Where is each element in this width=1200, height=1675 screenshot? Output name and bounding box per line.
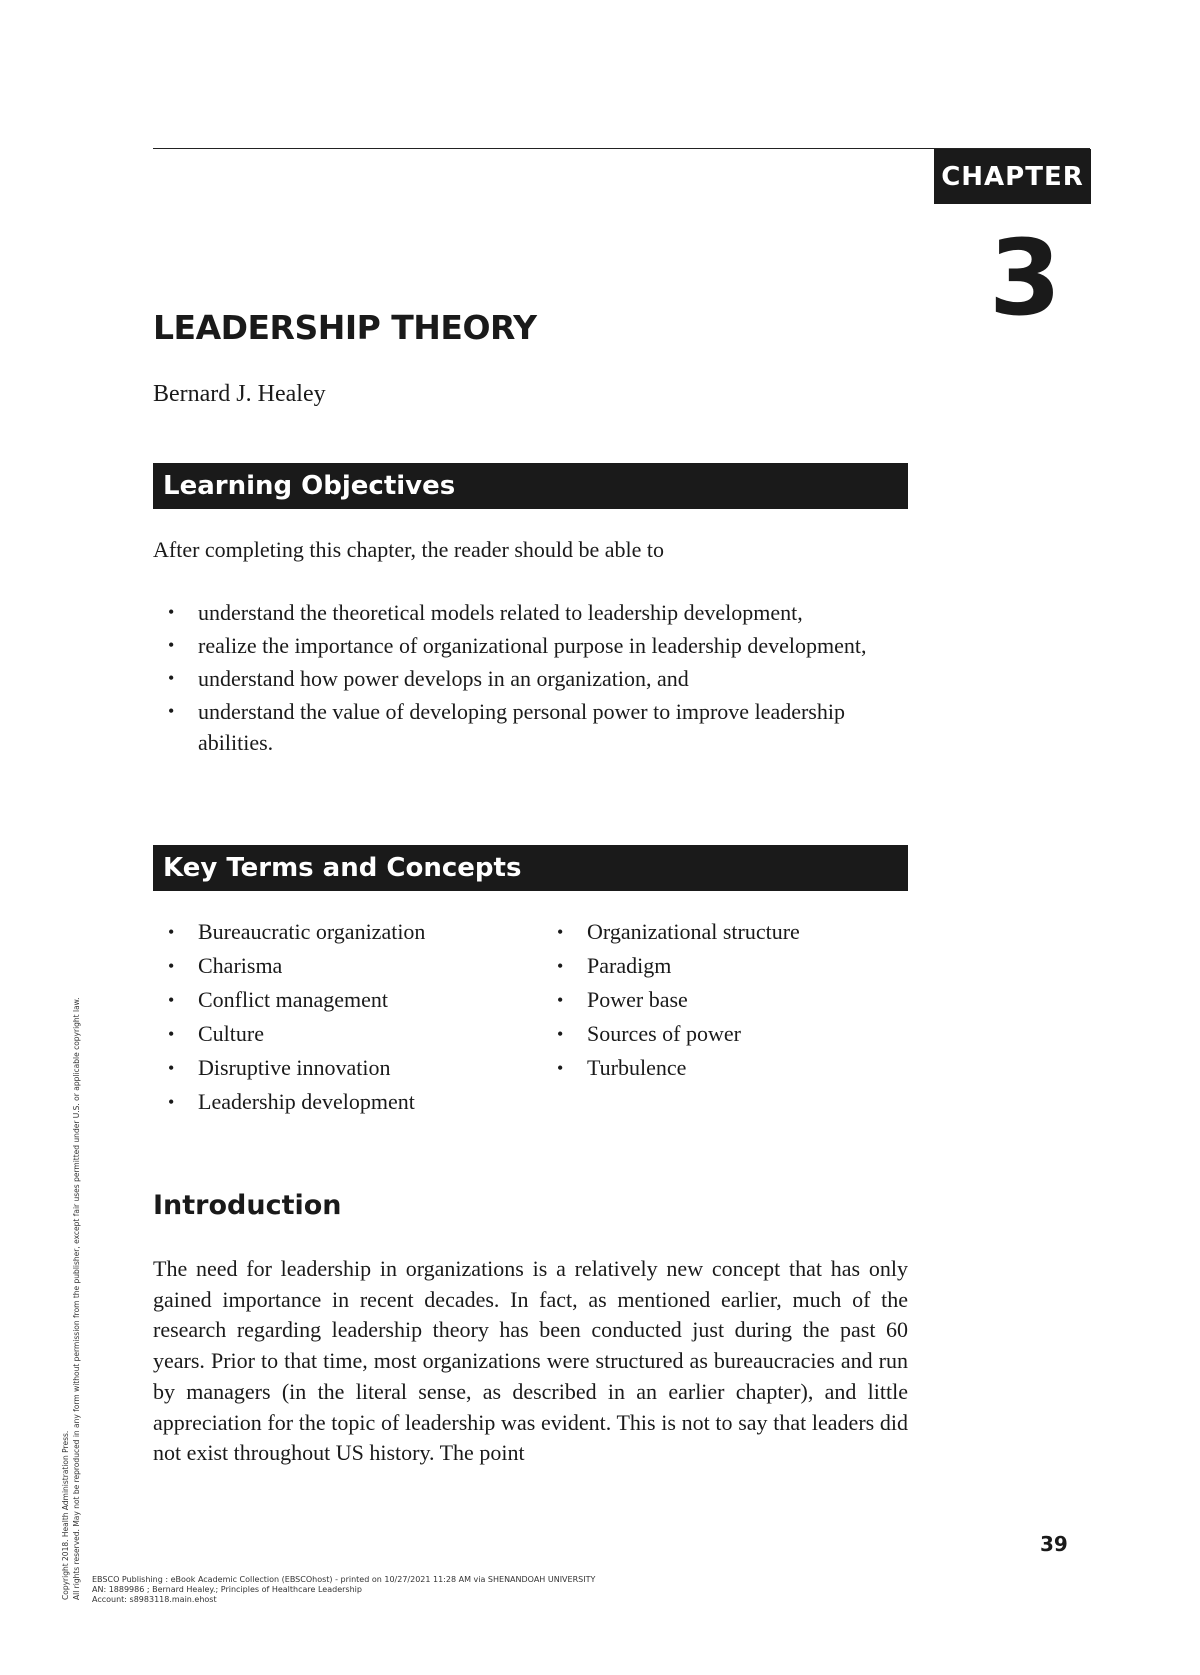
copyright-line-2: All rights reserved. May not be reproduced in any form without permission from the publisher, except fair uses permitted under U.S. or applicable copyright law. (72, 997, 81, 1600)
bullet-icon: • (168, 956, 175, 976)
list-item: • realize the importance of organizational purpose in leadership development, (166, 630, 906, 661)
bullet-icon: • (168, 1092, 175, 1112)
list-item: • Disruptive innovation (166, 1051, 425, 1085)
list-item: • Charisma (166, 949, 425, 983)
objectives-intro: After completing this chapter, the reader should be able to (153, 537, 665, 562)
bullet-icon: • (168, 922, 175, 942)
objectives-list (166, 597, 906, 760)
learning-objectives-heading: Learning Objectives (153, 463, 908, 509)
bullet-icon: • (168, 990, 175, 1010)
list-item: • understand the value of developing personal power to improve leadership abilities. (166, 696, 906, 758)
bullet-icon: • (168, 602, 175, 622)
chapter-title: LEADERSHIP THEORY (153, 308, 537, 347)
copyright-line-1: Copyright 2018. Health Administration Press. (61, 1430, 70, 1600)
list-item: • understand the theoretical models related to leadership development, (166, 597, 906, 628)
chapter-label: CHAPTER (934, 149, 1091, 204)
footer-line-1: EBSCO Publishing : eBook Academic Collection (EBSCOhost) - printed on 10/27/2021 11:28 AM via SHENANDOAH UNIVERSITY (92, 1575, 596, 1584)
list-item: • Leadership development (166, 1085, 425, 1119)
page-number: 39 (1040, 1532, 1068, 1556)
list-item: • Turbulence (555, 1051, 800, 1085)
bullet-icon: • (557, 956, 564, 976)
introduction-paragraph: The need for leadership in organizations is a relatively new concept that has only gained importance in recent decades. In fact, as mentioned earlier, much of the research regarding leadership theory has been conducted just during the past 60 years. Prior to that time, most organizations were structured as bureaucracies and run by managers (in the literal sense, as described in an earlier chapter), and little appreciation for the topic of leadership was evident. This is not to say that leaders did not exist throughout US history. The point (153, 1256, 908, 1466)
list-item: • Bureaucratic organization (166, 915, 425, 949)
footer-line-2: AN: 1889986 ; Bernard Healey.; Principles of Healthcare Leadership (92, 1585, 362, 1594)
bullet-icon: • (557, 1058, 564, 1078)
list-item: • Conflict management (166, 983, 425, 1017)
key-terms-right-column (555, 915, 800, 1085)
bullet-icon: • (168, 635, 175, 655)
key-terms-left-column (166, 915, 425, 1119)
bullet-icon: • (557, 990, 564, 1010)
bullet-icon: • (168, 668, 175, 688)
list-item: • Power base (555, 983, 800, 1017)
bullet-icon: • (557, 922, 564, 942)
author: Bernard J. Healey (153, 381, 326, 407)
list-item: • Paradigm (555, 949, 800, 983)
bullet-icon: • (557, 1024, 564, 1044)
chapter-number: 3 (988, 217, 1062, 339)
bullet-icon: • (168, 701, 175, 721)
list-item: • Culture (166, 1017, 425, 1051)
footer-line-3: Account: s8983118.main.ehost (92, 1595, 217, 1604)
list-item: • Sources of power (555, 1017, 800, 1051)
footer (92, 1575, 595, 1605)
key-terms-heading: Key Terms and Concepts (153, 845, 908, 891)
list-item: • understand how power develops in an organization, and (166, 663, 906, 694)
bullet-icon: • (168, 1024, 175, 1044)
bullet-icon: • (168, 1058, 175, 1078)
copyright-notice (60, 500, 90, 1600)
list-item: • Organizational structure (555, 915, 800, 949)
introduction-heading: Introduction (153, 1190, 342, 1221)
